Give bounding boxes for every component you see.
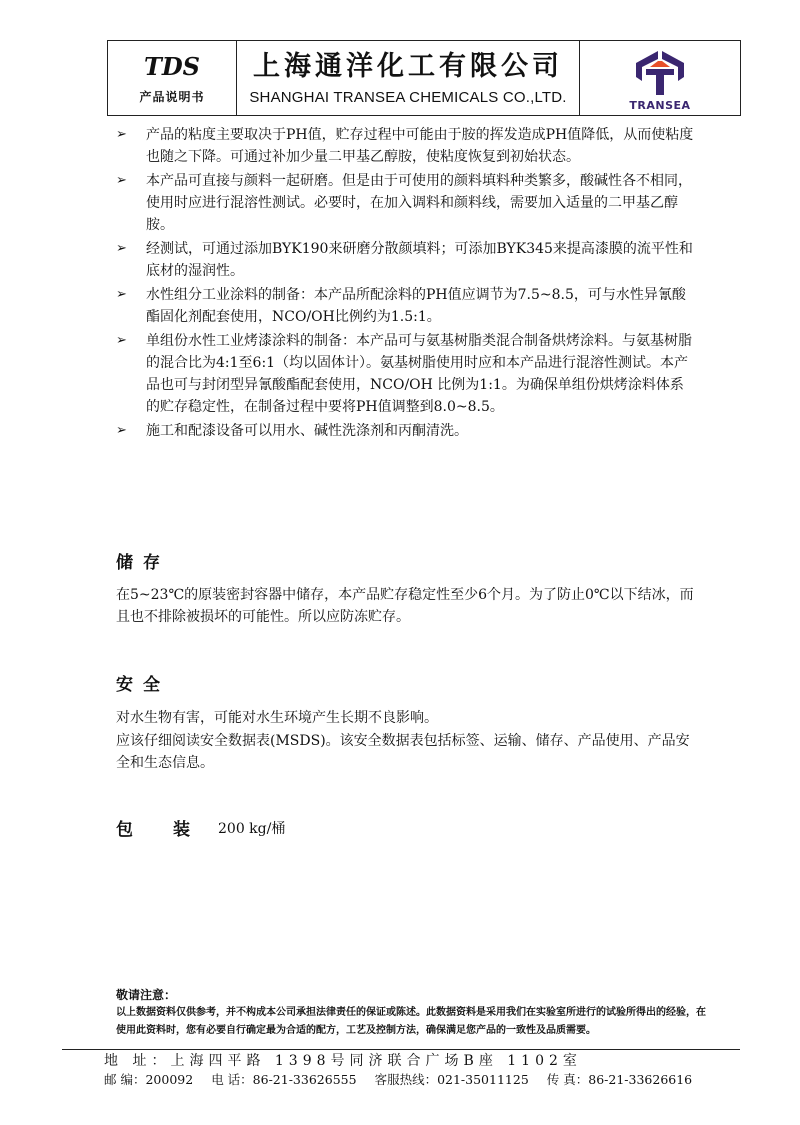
notice-heading: 敬请注意： bbox=[116, 988, 177, 1002]
footer-contact-line bbox=[104, 1070, 710, 1088]
document-header bbox=[107, 40, 741, 116]
company-name-en: SHANGHAI TRANSEA CHEMICALS CO.,LTD. bbox=[249, 88, 567, 106]
arrow-bullet-icon: ➢ bbox=[116, 241, 127, 256]
storage-text: 在5~23℃的原装密封容器中储存，本产品贮存稳定性至少6个月。为了防止0℃以下结冰，而且也不排除被损坏的可能性。所以应防冻贮存。 bbox=[116, 587, 694, 625]
footer-postcode: 邮 编：200092 bbox=[104, 1072, 194, 1087]
arrow-bullet-icon: ➢ bbox=[116, 423, 127, 438]
safety-text-2: 应该仔细阅读安全数据表(MSDS)。该安全数据表包括标签、运输、储存、产品使用、产品安全和生态信息。 bbox=[116, 733, 690, 771]
list-item bbox=[116, 330, 696, 418]
packaging-value: 200 kg/桶 bbox=[218, 821, 286, 837]
arrow-bullet-icon: ➢ bbox=[116, 333, 127, 348]
footer-hotline: 客服热线：021-35011125 bbox=[374, 1072, 529, 1087]
tds-label: TDS bbox=[143, 51, 200, 81]
list-item-text: 施工和配漆设备可以用水、碱性洗涤剂和丙酮清洗。 bbox=[146, 423, 468, 439]
list-item-text: 水性组分工业涂料的制备：本产品所配涂料的PH值应调节为7.5~8.5，可与水性异氰酸酯固化剂配套使用，NCO/OH比例约为1.5:1。 bbox=[146, 287, 686, 325]
list-item bbox=[116, 170, 696, 236]
list-item bbox=[116, 238, 696, 282]
header-company-cell bbox=[237, 41, 580, 115]
usage-notes-list bbox=[116, 124, 696, 444]
list-item-text: 经测试，可通过添加BYK190来研磨分散颜填料；可添加BYK345来提高漆膜的流平性和底材的湿润性。 bbox=[146, 241, 693, 279]
logo-text: TRANSEA bbox=[629, 98, 691, 112]
header-logo-cell bbox=[580, 41, 740, 115]
list-item bbox=[116, 124, 696, 168]
arrow-bullet-icon: ➢ bbox=[116, 127, 127, 142]
footer-address: 地 址：上海四平路 1398号同济联合广场B座 1102室 bbox=[104, 1053, 582, 1069]
transea-logo-icon bbox=[628, 45, 692, 97]
arrow-bullet-icon: ➢ bbox=[116, 173, 127, 188]
safety-heading: 安全 bbox=[116, 675, 170, 695]
arrow-bullet-icon: ➢ bbox=[116, 287, 127, 302]
list-item bbox=[116, 284, 696, 328]
notice-text: 以上数据资料仅供参考，并不构成本公司承担法律责任的保证或陈述。此数据资料是采用我们在实验室所进行的试验所得出的经验，在使用此资料时，您有必要自行确定最为合适的配方，工艺及控制方法，确保满足您产品的一致性及品质需要。 bbox=[116, 1007, 706, 1036]
header-doc-type-cell bbox=[108, 41, 237, 115]
list-item-text: 单组份水性工业烤漆涂料的制备：本产品可与氨基树脂类混合制备烘烤涂料。与氨基树脂的混合比为4:1至6:1（均以固体计）。氨基树脂使用时应和本产品进行混溶性测试。本产品也可与封闭型异氰酸酯配套使用，NCO/OH 比例为1:1。为确保单组份烘烤涂料体系的贮存稳定性，在制备过程中要将PH值调整到8.0~8.5。 bbox=[146, 333, 692, 415]
storage-heading: 储存 bbox=[116, 553, 170, 573]
packaging-heading: 包装 bbox=[116, 820, 230, 840]
list-item-text: 本产品可直接与颜料一起研磨。但是由于可使用的颜料填料种类繁多，酸碱性各不相同，使用时应进行混溶性测试。必要时，在加入调料和颜料线，需要加入适量的二甲基乙醇胺。 bbox=[146, 173, 692, 233]
company-name-cn: 上海通洋化工有限公司 bbox=[253, 50, 563, 82]
footer-fax: 传 真：86-21-33626616 bbox=[546, 1072, 693, 1087]
footer-phone: 电 话：86-21-33626555 bbox=[211, 1072, 357, 1087]
list-item-text: 产品的粘度主要取决于PH值，贮存过程中可能由于胺的挥发造成PH值降低，从而使粘度也随之下降。可通过补加少量二甲基乙醇胺，使粘度恢复到初始状态。 bbox=[146, 127, 694, 165]
safety-text-1: 对水生物有害，可能对水生环境产生长期不良影响。 bbox=[116, 710, 438, 726]
doc-type-label: 产品说明书 bbox=[139, 89, 205, 104]
list-item bbox=[116, 420, 696, 442]
